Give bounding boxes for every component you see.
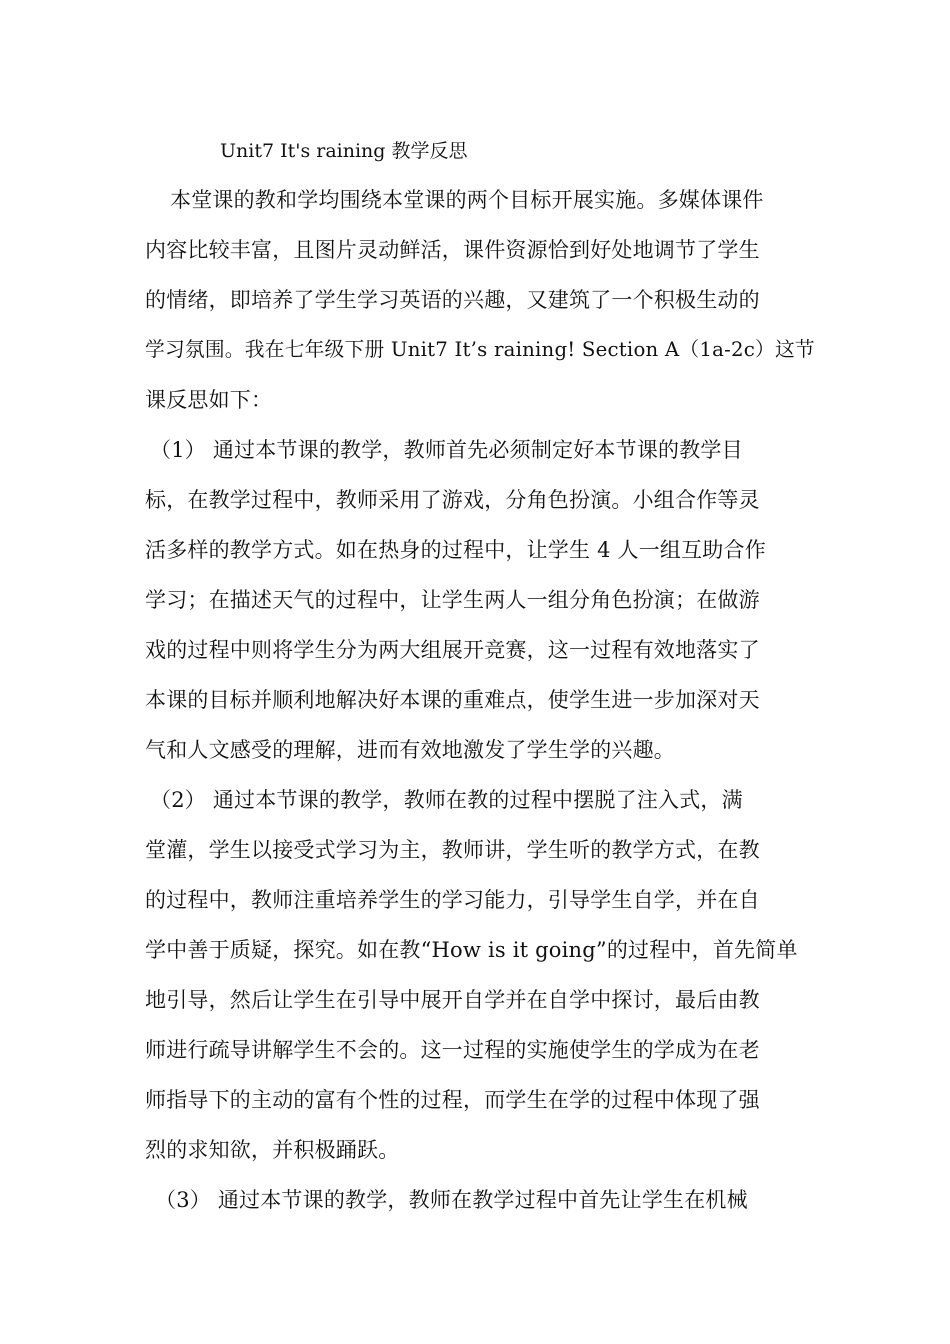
paragraph-line: 学习氛围。我在七年级下册 Unit7 It’s raining! Section A（1a-2c）这节: [145, 338, 815, 361]
paragraph-line: 学中善于质疑，探究。如在教“How is it going”的过程中，首先简单: [145, 938, 798, 962]
paragraph-line: 标，在教学过程中，教师采用了游戏，分角色扮演。小组合作等灵: [145, 488, 760, 512]
paragraph-line: 课反思如下：: [145, 388, 273, 412]
paragraph-line: 本课的目标并顺利地解决好本课的重难点，使学生进一步加深对天: [145, 688, 760, 712]
paragraph-line: 戏的过程中则将学生分为两大组展开竞赛，这一过程有效地落实了: [145, 638, 760, 662]
paragraph-line: 师指导下的主动的富有个性的过程，而学生在学的过程中体现了强: [145, 1088, 760, 1112]
paragraph-line: （1） 通过本节课的教学，教师首先必须制定好本节课的教学目: [150, 438, 743, 462]
paragraph-line: 气和人文感受的理解，进而有效地激发了学生学的兴趣。: [145, 738, 675, 762]
paragraph-line: 内容比较丰富，且图片灵动鲜活，课件资源恰到好处地调节了学生: [145, 238, 760, 262]
paragraph-line: 学习；在描述天气的过程中，让学生两人一组分角色扮演；在做游: [145, 588, 760, 612]
paragraph-line: 的过程中，教师注重培养学生的学习能力，引导学生自学，并在自: [145, 888, 760, 912]
paragraph-line: 地引导，然后让学生在引导中展开自学并在自学中探讨，最后由教: [145, 988, 760, 1012]
paragraph-line: （2） 通过本节课的教学，教师在教的过程中摆脱了注入式，满: [150, 788, 743, 812]
paragraph-line: 活多样的教学方式。如在热身的过程中，让学生 4 人一组互助合作: [145, 538, 766, 562]
paragraph-line: 烈的求知欲，并积极踊跃。: [145, 1138, 400, 1162]
paragraph-line: 本堂课的教和学均围绕本堂课的两个目标开展实施。多媒体课件: [170, 188, 764, 212]
paragraph-line: 堂灌，学生以接受式学习为主，教师讲，学生听的教学方式，在教: [145, 838, 760, 862]
paragraph-line: 的情绪，即培养了学生学习英语的兴趣，又建筑了一个积极生动的: [145, 288, 760, 312]
paragraph-line: 师进行疏导讲解学生不会的。这一过程的实施使学生的学成为在老: [145, 1038, 760, 1062]
paragraph-line: （3） 通过本节课的教学，教师在教学过程中首先让学生在机械: [155, 1188, 748, 1212]
document-title: Unit7 It's raining 教学反思: [220, 140, 468, 162]
